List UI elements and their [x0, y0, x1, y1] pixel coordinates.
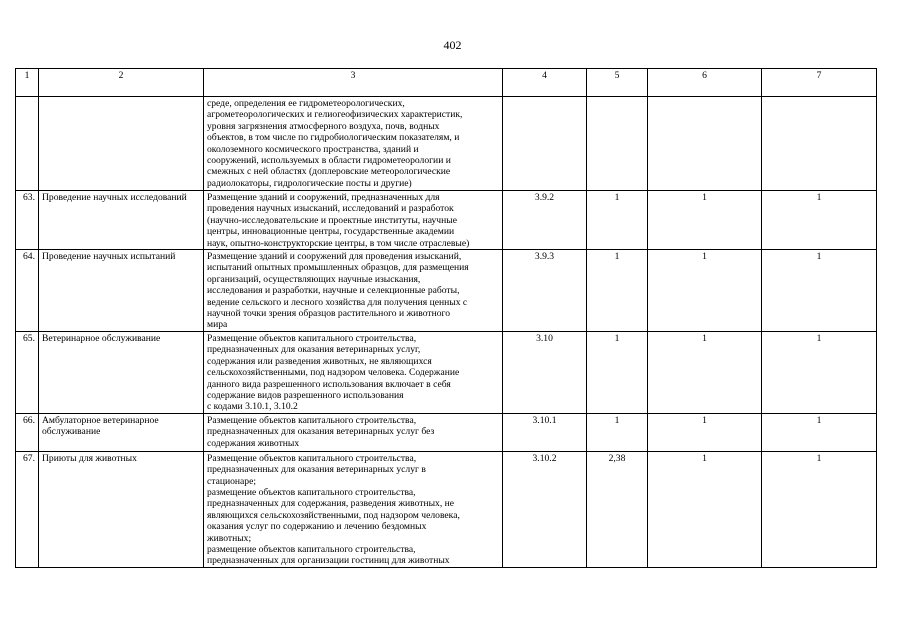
- description-line: испытаний опытных промышленных образцов, для размещения: [207, 262, 469, 274]
- use-name: Ветеринарное обслуживание: [39, 331, 204, 413]
- description-line: Размещение зданий и сооружений для проведения изысканий,: [207, 251, 462, 263]
- description-line: мира: [207, 319, 228, 331]
- coefficient-5: 1: [587, 331, 648, 413]
- description-line: размещение объектов капитального строительства,: [207, 486, 416, 498]
- description-line: предназначенных для содержания, разведения животных, не: [207, 498, 455, 510]
- use-name: [39, 97, 204, 191]
- use-name: Проведение научных испытаний: [39, 250, 204, 332]
- use-description: [204, 451, 503, 567]
- row-number: [16, 97, 39, 191]
- header-cell: 3: [204, 69, 503, 97]
- coefficient-5: 1: [587, 413, 648, 451]
- description-line: с кодами 3.10.1, 3.10.2: [207, 401, 298, 413]
- description-line: Размещение объектов капитального строительства,: [207, 332, 417, 344]
- description-line: содержания животных: [207, 437, 300, 449]
- table-body: [16, 69, 877, 568]
- coefficient-7: 1: [762, 191, 877, 250]
- description-line: предназначенных для оказания ветеринарных услуг в: [207, 464, 426, 476]
- use-description: [204, 250, 503, 332]
- use-code: 3.9.3: [503, 250, 587, 332]
- description-line: предназначенных для оказания ветеринарных услуг без: [207, 426, 435, 438]
- description-line: содержания или разведения животных, не являющихся: [207, 355, 432, 367]
- row-number: 66.: [16, 413, 39, 451]
- description-line: околоземного космического пространства, зданий и: [207, 143, 419, 155]
- use-description: [204, 331, 503, 413]
- header-cell: 2: [39, 69, 204, 97]
- row-number: 64.: [16, 250, 39, 332]
- description-line: ведение сельского и лесного хозяйства для получения ценных с: [207, 296, 468, 308]
- coefficient-6: 1: [648, 451, 762, 567]
- page-number: 402: [443, 38, 462, 52]
- description-line: уровня загрязнения атмосферного воздуха, почв, водных: [207, 120, 440, 132]
- coefficient-6: 1: [648, 413, 762, 451]
- description-line: предназначенных для оказания ветеринарных услуг,: [207, 344, 421, 356]
- description-line: предназначенных для организации гостиниц для животных: [207, 555, 450, 567]
- description-line: среде, определения ее гидрометеорологических,: [207, 98, 405, 109]
- description-line: объектов, в том числе по гидробиологическим показателям, и: [207, 132, 460, 144]
- description-line: являющихся сельскохозяйственными, под надзором человека,: [207, 509, 460, 521]
- table-row: [16, 331, 877, 413]
- table-row: [16, 250, 877, 332]
- description-line: Размещение зданий и сооружений, предназначенных для: [207, 192, 440, 203]
- description-line: центры, инновационные центры, государственные академии: [207, 226, 455, 238]
- description-line: животных;: [207, 532, 252, 544]
- description-line: агрометеорологических и гелиогеофизических характеристик,: [207, 109, 463, 121]
- coefficient-6: [648, 97, 762, 191]
- description-line: размещение объектов капитального строительства,: [207, 543, 416, 555]
- description-line: проведения научных изысканий, исследований и разработок: [207, 203, 454, 215]
- use-description: [204, 97, 503, 191]
- description-line: смежных с ней областях (доплеровские метеорологические: [207, 166, 451, 178]
- use-name: Проведение научных исследований: [39, 191, 204, 250]
- coefficient-5: [587, 97, 648, 191]
- use-code: 3.10.1: [503, 413, 587, 451]
- header-cell: 1: [16, 69, 39, 97]
- use-code: [503, 97, 587, 191]
- table-row: [16, 451, 877, 567]
- header-cell: 5: [587, 69, 648, 97]
- description-line: оказания услуг по содержанию и лечению бездомных: [207, 521, 427, 533]
- coefficient-7: 1: [762, 250, 877, 332]
- use-code: 3.9.2: [503, 191, 587, 250]
- table-row: [16, 191, 877, 250]
- coefficient-5: 1: [587, 191, 648, 250]
- use-name: Амбулаторное ветеринарное обслуживание: [39, 413, 204, 451]
- coefficient-5: 1: [587, 250, 648, 332]
- use-description: [204, 191, 503, 250]
- use-name: Приюты для животных: [39, 451, 204, 567]
- coefficient-7: 1: [762, 413, 877, 451]
- row-number: 63.: [16, 191, 39, 250]
- use-description: [204, 413, 503, 451]
- description-line: научной точки зрения образцов растительного и животного: [207, 308, 451, 320]
- coefficient-6: 1: [648, 331, 762, 413]
- land-use-table: [15, 68, 877, 568]
- use-code: 3.10: [503, 331, 587, 413]
- header-cell: 7: [762, 69, 877, 97]
- description-line: исследования и разработки, научные и селекционные работы,: [207, 285, 460, 297]
- use-code: 3.10.2: [503, 451, 587, 567]
- row-number: 67.: [16, 451, 39, 567]
- description-line: сельскохозяйственными, под надзором человека. Содержание: [207, 367, 460, 379]
- description-line: организаций, осуществляющих научные изыскания,: [207, 273, 421, 285]
- coefficient-7: [762, 97, 877, 191]
- description-line: наук, опытно-конструкторские центры, в том числе отраслевые): [207, 237, 470, 249]
- coefficient-6: 1: [648, 250, 762, 332]
- description-line: Размещение объектов капитального строительства,: [207, 414, 417, 426]
- description-line: (научно-исследовательские и проектные институты, научные: [207, 214, 457, 226]
- description-line: данного вида разрешенного использования включает в себя: [207, 378, 451, 390]
- description-line: сооружений, используемых в области гидрометеорологии и: [207, 155, 451, 167]
- description-line: Размещение объектов капитального строительства,: [207, 452, 417, 464]
- coefficient-7: 1: [762, 451, 877, 567]
- coefficient-7: 1: [762, 331, 877, 413]
- row-number: 65.: [16, 331, 39, 413]
- description-line: содержание видов разрешенного использования: [207, 389, 404, 401]
- description-line: радиолокаторы, гидрологические посты и другие): [207, 177, 412, 189]
- table-row: [16, 413, 877, 451]
- header-row: [16, 69, 877, 97]
- table-row: [16, 97, 877, 191]
- coefficient-5: 2,38: [587, 451, 648, 567]
- header-cell: 6: [648, 69, 762, 97]
- header-cell: 4: [503, 69, 587, 97]
- coefficient-6: 1: [648, 191, 762, 250]
- description-line: стационаре;: [207, 475, 257, 487]
